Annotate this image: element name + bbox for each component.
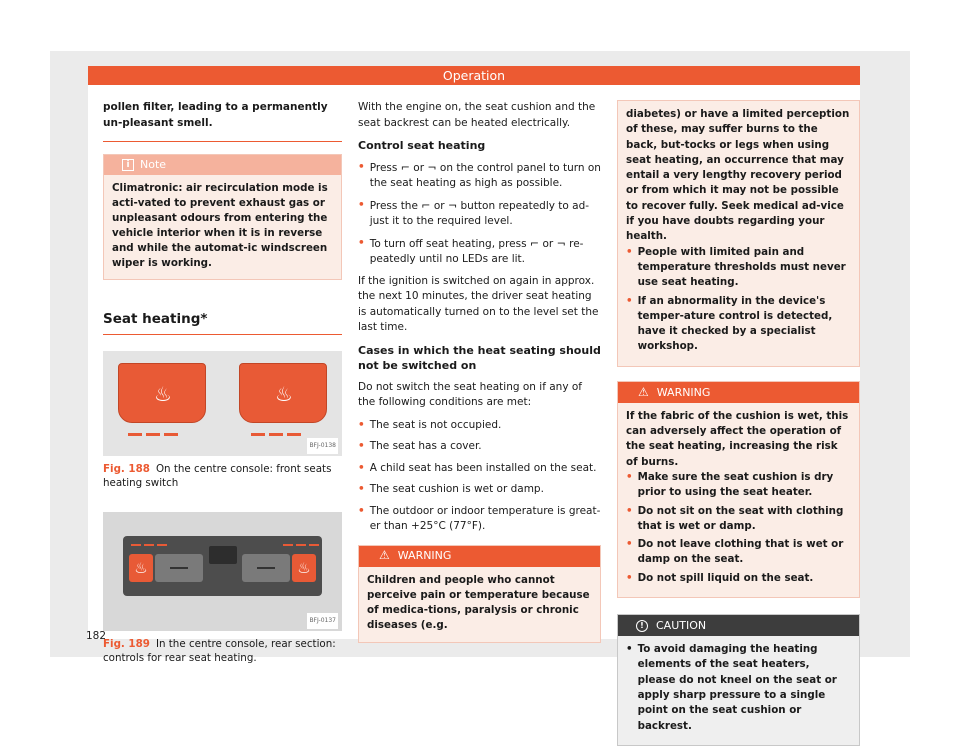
note-label: Note bbox=[140, 158, 167, 172]
front-left-leds bbox=[128, 433, 178, 436]
middle-column bbox=[358, 100, 601, 643]
bullet-text bbox=[370, 160, 601, 192]
figure-caption-text: On the centre console: front seats heating switch bbox=[103, 462, 332, 489]
rear-right-leds bbox=[283, 544, 319, 546]
right-column bbox=[617, 100, 860, 746]
bullet-dot: • bbox=[358, 440, 365, 452]
bullet-part: or bbox=[413, 161, 425, 174]
list-item bbox=[358, 198, 601, 230]
bullet-text: The seat has a cover. bbox=[369, 440, 482, 452]
seat-heating-left-icon: ⌐ bbox=[529, 236, 540, 250]
bullet-part: re-peatedly until no LEDs are lit. bbox=[369, 237, 584, 265]
warning-continued bbox=[618, 101, 859, 366]
bullet-text bbox=[370, 198, 601, 230]
warning-continued-box bbox=[617, 100, 860, 367]
info-icon: i bbox=[122, 159, 134, 171]
rear-left-leds bbox=[131, 544, 167, 546]
figure-code: BFJ-0137 bbox=[307, 613, 338, 629]
bullet-dot: • bbox=[358, 504, 365, 517]
caution-body bbox=[618, 636, 859, 745]
front-right-switch bbox=[239, 363, 327, 423]
figure-189-image bbox=[103, 512, 342, 631]
bullet-text: The seat is not occupied. bbox=[369, 418, 502, 431]
warning-text: Children and people who cannot perceive pain or temperature because of medica-tions, paralysis or chronic diseases (e.g. bbox=[367, 573, 590, 632]
bullet-part: or bbox=[542, 237, 554, 250]
seat-heating-right-icon: ♨ bbox=[292, 554, 316, 582]
note-text: Climatronic: air recirculation mode is acti-vated to prevent exhaust gas or unpleasant odours from entering the vehicle interior when it is in reverse and while the automat-ic windscreen wiper is working. bbox=[112, 182, 328, 269]
note-box bbox=[103, 154, 342, 280]
list-item bbox=[626, 537, 851, 568]
front-left-switch bbox=[118, 363, 206, 423]
figure-caption-text: In the centre console, rear section: controls for rear seat heating. bbox=[103, 637, 336, 664]
bullet-text: Do not spill liquid on the seat. bbox=[637, 571, 814, 584]
note-header bbox=[104, 155, 341, 175]
list-item bbox=[358, 504, 601, 535]
left-column bbox=[103, 100, 342, 665]
list-item bbox=[358, 439, 601, 455]
bullet-part: Press bbox=[369, 161, 398, 174]
cases-heading: Cases in which the heat seating should not be switched on bbox=[358, 343, 601, 372]
list-item bbox=[358, 461, 601, 477]
bullet-dot: • bbox=[626, 643, 633, 656]
warning-text: If the fabric of the cushion is wet, this can adversely affect the operation of the seat heating, increasing the risk of burns. bbox=[626, 409, 849, 468]
bullet-text: A child seat has been installed on the seat. bbox=[369, 461, 597, 474]
bullet-text: The seat cushion is wet or damp. bbox=[369, 483, 544, 495]
page-number: 182 bbox=[86, 630, 107, 642]
list-item bbox=[358, 482, 601, 498]
bullet-text: Do not sit on the seat with clothing that is wet or damp. bbox=[637, 504, 844, 532]
seat-heating-right-icon: ♨ bbox=[275, 381, 293, 406]
bullet-part: or bbox=[433, 199, 445, 212]
figure-188-image bbox=[103, 351, 342, 456]
bullet-dot: • bbox=[626, 294, 633, 307]
rear-right-grey-button bbox=[242, 554, 290, 582]
bullet-dot: • bbox=[358, 198, 365, 211]
seat-heating-left-icon: ⌐ bbox=[400, 160, 410, 174]
bullet-part: Press the bbox=[369, 199, 418, 212]
bullet-text: The outdoor or indoor temperature is great-er than +25°C (77°F). bbox=[369, 504, 601, 532]
bullet-text: If an abnormality in the device's temper-ature control is detected, have it checked by a specialist workshop. bbox=[637, 294, 833, 353]
bullet-dot: • bbox=[626, 245, 633, 258]
list-item bbox=[626, 642, 851, 734]
rear-center-button bbox=[209, 546, 237, 564]
list-item bbox=[626, 294, 851, 355]
bullet-dot: • bbox=[358, 483, 365, 495]
section-title: Seat heating* bbox=[103, 312, 342, 335]
list-item bbox=[626, 470, 851, 501]
bullet-text: Make sure the seat cushion is dry prior to using the seat heater. bbox=[637, 470, 834, 499]
bullet-text: Do not leave clothing that is wet or damp on the seat. bbox=[637, 538, 844, 566]
rear-console bbox=[123, 536, 322, 596]
bullet-part: on the control panel to turn on the seat heating as high as possible. bbox=[369, 161, 601, 189]
bullet-text: To avoid damaging the heating elements of the seat heaters, please do not kneel on the seat or apply sharp pressure to a single point on the seat cushion or backrest. bbox=[637, 643, 837, 732]
warning-label: WARNING bbox=[656, 385, 711, 399]
intro-text: pollen filter, leading to a permanently un-pleasant smell. bbox=[103, 100, 342, 142]
bullet-dot: • bbox=[626, 571, 633, 584]
seat-heating-right-icon: ¬ bbox=[556, 236, 566, 250]
bullet-dot: • bbox=[626, 538, 633, 551]
rear-left-grey-button bbox=[155, 554, 203, 582]
warning-label: WARNING bbox=[397, 549, 452, 563]
bullet-dot: • bbox=[358, 160, 365, 173]
caution-box bbox=[617, 614, 860, 746]
front-right-leds bbox=[251, 433, 301, 436]
control-heading: Control seat heating bbox=[358, 139, 486, 152]
warning-triangle-icon: ⚠ bbox=[638, 384, 649, 399]
warning-triangle-icon: ⚠ bbox=[379, 548, 390, 563]
list-item bbox=[358, 236, 601, 268]
bullet-dot: • bbox=[358, 461, 365, 474]
list-item bbox=[358, 418, 601, 434]
warning-header bbox=[618, 382, 859, 403]
seat-heating-left-icon: ♨ bbox=[129, 554, 153, 582]
seat-heating-right-icon: ¬ bbox=[427, 160, 437, 174]
figure-code: BFJ-0138 bbox=[307, 438, 338, 454]
bullet-dot: • bbox=[626, 470, 633, 483]
bullet-text: People with limited pain and temperature thresholds must never use seat heating. bbox=[637, 245, 846, 289]
figure-number: Fig. 188 bbox=[103, 462, 150, 475]
ignition-paragraph: If the ignition is switched on again in approx. the next 10 minutes, the driver seat heating is automatically turned on to the level set the last time. bbox=[358, 274, 599, 333]
page-header: Operation bbox=[88, 66, 860, 85]
seat-heating-right-icon: ¬ bbox=[447, 198, 458, 212]
figure-188-caption bbox=[103, 462, 342, 490]
warning-box-2 bbox=[617, 381, 860, 598]
list-item bbox=[626, 571, 851, 586]
caution-label: CAUTION bbox=[656, 618, 707, 632]
cases-intro: Do not switch the seat heating on if any of the following conditions are met: bbox=[358, 380, 582, 408]
seat-heating-left-icon: ⌐ bbox=[421, 198, 431, 212]
caution-circle-icon: ! bbox=[636, 620, 648, 632]
bullet-text bbox=[370, 236, 601, 268]
list-item bbox=[358, 160, 601, 192]
caution-header bbox=[618, 615, 859, 636]
figure-number: Fig. 189 bbox=[103, 637, 150, 650]
bullet-dot: • bbox=[358, 236, 365, 249]
warning-header bbox=[359, 546, 600, 567]
bullet-part: button repeatedly to ad-just it to the required level. bbox=[369, 199, 590, 227]
intro-paragraph: With the engine on, the seat cushion and the seat backrest can be heated electrically. bbox=[358, 101, 596, 129]
list-item bbox=[626, 504, 851, 535]
warning-box bbox=[358, 545, 601, 643]
warning-body bbox=[618, 403, 859, 597]
bullet-dot: • bbox=[626, 504, 633, 517]
list-item bbox=[626, 245, 851, 291]
bullet-part: To turn off seat heating, press bbox=[369, 237, 527, 250]
warning-continued-text: diabetes) or have a limited perception of these, may suffer burns to the back, but-tocks or legs when using seat heating, an occurrence that may entail a very lengthy recovery period or from which it may not be possible to recover fully. Seek medical ad-vice if you have doubts regarding your health. bbox=[626, 108, 850, 243]
bullet-dot: • bbox=[358, 418, 365, 431]
seat-heating-left-icon: ♨ bbox=[154, 381, 172, 406]
figure-189-caption bbox=[103, 637, 342, 665]
